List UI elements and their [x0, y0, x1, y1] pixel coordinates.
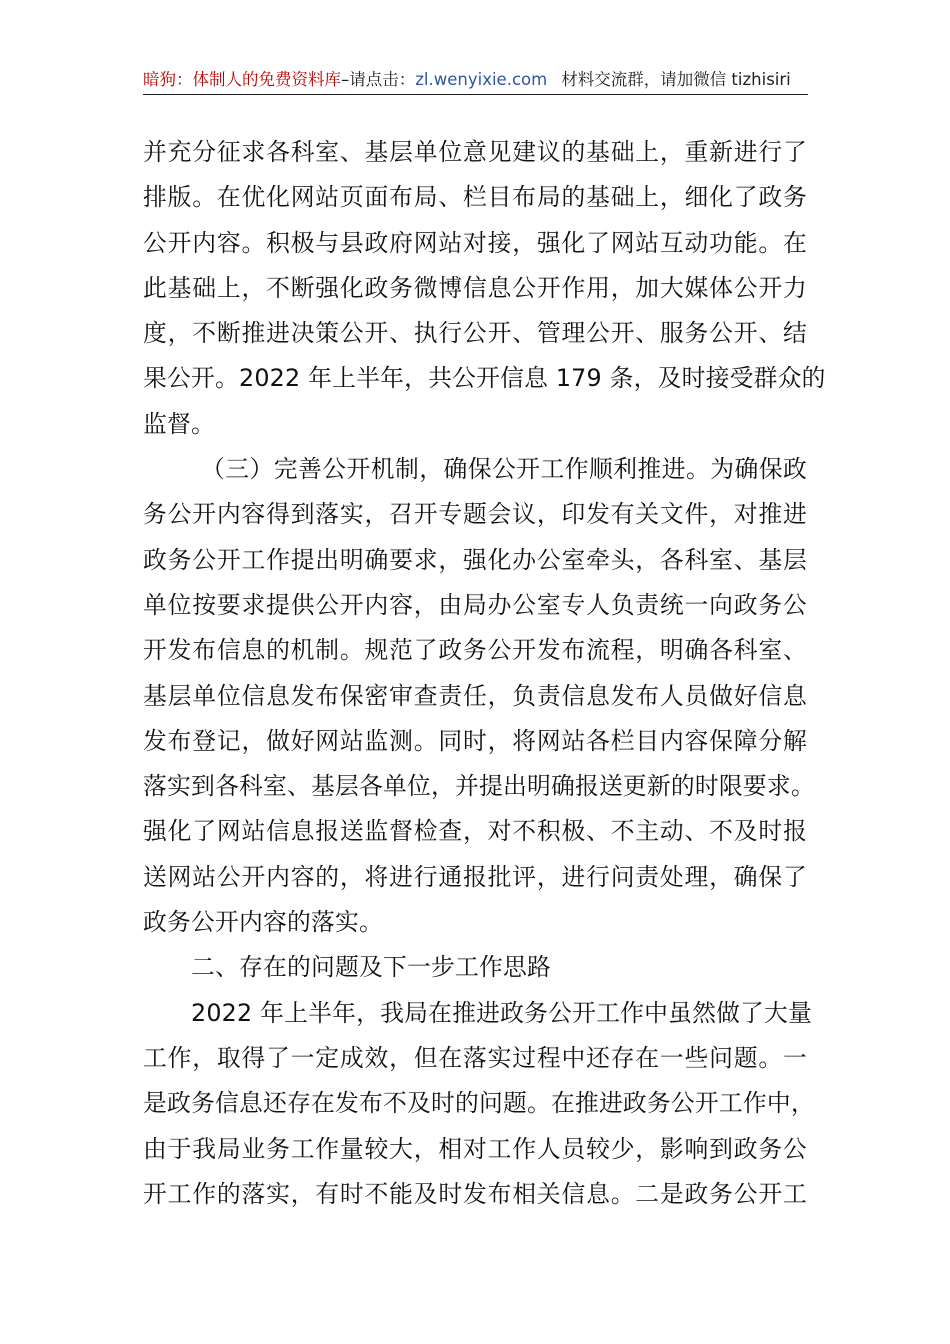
header-link-prefix: –请点击： — [341, 70, 416, 89]
text-line: 由于我局业务工作量较大，相对工作人员较少，影响到政务公 — [143, 1134, 807, 1163]
section-title: 二、存在的问题及下一步工作思路 — [191, 953, 551, 982]
text-line: 工作，取得了一定成效，但在落实过程中还存在一些问题。一 — [143, 1043, 807, 1072]
text-line: 政务公开工作提出明确要求，强化办公室牵头，各科室、基层 — [143, 545, 807, 574]
text-line: 强化了网站信息报送监督检查，对不积极、不主动、不及时报 — [143, 817, 807, 846]
text-line: 监督。 — [143, 409, 215, 438]
text-line: 落实到各科室、基层各单位，并提出明确报送更新的时限要求。 — [143, 772, 815, 801]
section-heading-line: （三）完善公开机制，确保公开工作顺利推进。为确保政 — [201, 455, 807, 484]
page-header — [143, 66, 808, 95]
text-line: 排版。在优化网站页面布局、栏目布局的基础上，细化了政务 — [143, 183, 807, 212]
text-line: 度，不断推进决策公开、执行公开、管理公开、服务公开、结 — [143, 319, 807, 348]
header-link[interactable]: zl.wenyixie.com — [415, 70, 548, 89]
text-line: 政务公开内容的落实。 — [143, 908, 383, 937]
text-line: 公开内容。积极与县政府网站对接，强化了网站互动功能。在 — [143, 228, 807, 257]
text-line: 单位按要求提供公开内容，由局办公室专人负责统一向政务公 — [143, 590, 807, 619]
text-line: 开工作的落实，有时不能及时发布相关信息。二是政务公开工 — [143, 1179, 807, 1208]
text-line: 开发布信息的机制。规范了政务公开发布流程，明确各科室、 — [143, 636, 807, 665]
text-line: 此基础上，不断强化政务微博信息公开作用，加大媒体公开力 — [143, 273, 807, 302]
document-body — [143, 130, 826, 1217]
header-brand: 暗狗：体制人的免费资料库 — [143, 70, 341, 89]
text-line: 2022 年上半年，我局在推进政务公开工作中虽然做了大量 — [191, 998, 813, 1027]
text-line: 是政务信息还存在发布不及时的问题。在推进政务公开工作中， — [143, 1089, 815, 1118]
header-contact: 材料交流群，请加微信 tizhisiri — [561, 70, 791, 89]
text-line: 送网站公开内容的，将进行通报批评，进行问责处理，确保了 — [143, 862, 807, 891]
text-line: 并充分征求各科室、基层单位意见建议的基础上，重新进行了 — [143, 138, 807, 166]
text-line: 基层单位信息发布保密审查责任，负责信息发布人员做好信息 — [143, 681, 807, 710]
text-line: 务公开内容得到落实，召开专题会议，印发有关文件，对推进 — [143, 500, 807, 529]
text-line: 发布登记，做好网站监测。同时，将网站各栏目内容保障分解 — [143, 726, 807, 755]
text-line: 果公开。2022 年上半年，共公开信息 179 条，及时接受群众的 — [143, 364, 826, 393]
